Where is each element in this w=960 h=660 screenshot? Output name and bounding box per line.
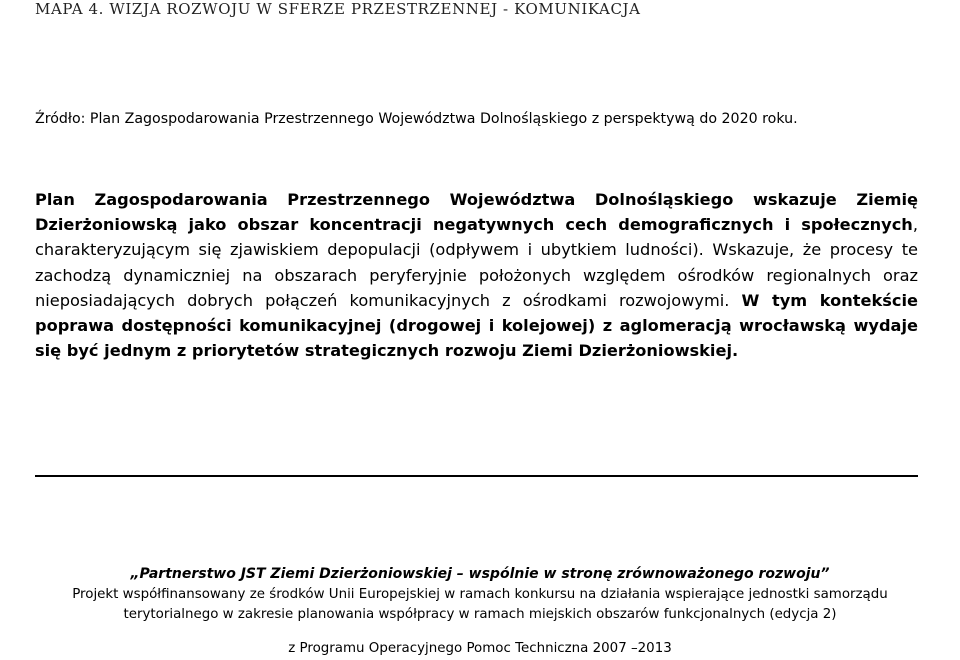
paragraph-bold-conclusion: W tym kontekście poprawa dostępności komunikacyjnej (drogowej i kolejowej) z aglomeracją wrocławską wydaje się być jednym z priorytetów strategicznych rozwoju Ziemi Dzierżoniowskiej. (35, 290, 918, 361)
funding-line-2: terytorialnego w zakresie planowania współpracy w ramach miejskich obszarów funkcjonalnych (edycja 2) (123, 607, 837, 622)
main-paragraph (35, 187, 918, 363)
funding-line-1: Projekt współfinansowany ze środków Unii Europejskiej w ramach konkursu na działania wspierające jednostki samorządu (72, 587, 888, 602)
paragraph-bold-intro: Plan Zagospodarowania Przestrzennego Województwa Dolnośląskiego wskazuje Ziemię Dzierżoniowską jako obszar koncentracji negatywnych cech demograficznych i społecznych (35, 190, 918, 235)
footer-divider (35, 475, 918, 477)
paragraph-regular-text: , charakteryzującym się zjawiskiem depopulacji (odpływem i ubytkiem ludności). Wskazuje, że procesy te zachodzą dynamiczniej na obszarach peryferyjnie położonych względem ośrodków regionalnych oraz nieposiadających dobrych połączeń komunikacyjnych z ośrodkami rozwojowymi. (35, 215, 918, 310)
partnership-title: „Partnerstwo JST Ziemi Dzierżoniowskiej – wspólnie w stronę zrównoważonego rozwoju” (130, 566, 830, 582)
program-line: z Programu Operacyjnego Pomoc Techniczna 2007 –2013 (288, 641, 672, 656)
source-citation: Źródło: Plan Zagospodarowania Przestrzennego Województwa Dolnośląskiego z perspektywą do 2020 roku. (35, 111, 798, 127)
map-title: MAPA 4. WIZJA ROZWOJU W SFERZE PRZESTRZENNEJ - KOMUNIKACJA (35, 0, 641, 18)
